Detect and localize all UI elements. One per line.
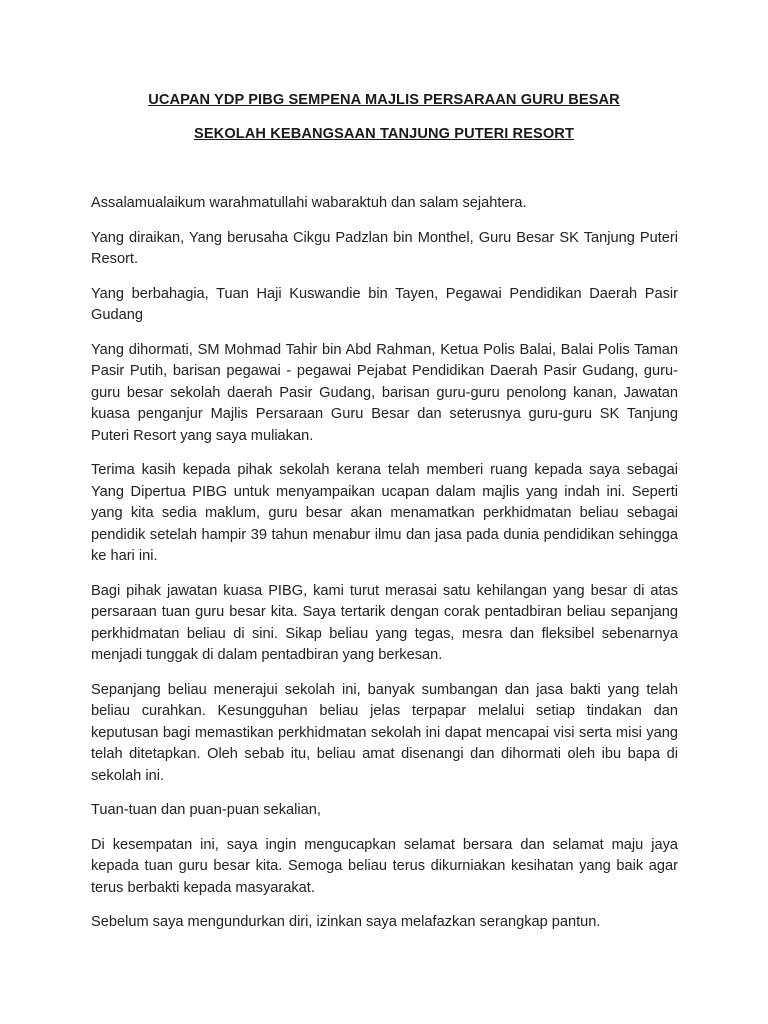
- paragraph-thanks: Terima kasih kepada pihak sekolah kerana telah memberi ruang kepada saya sebagai Yang Dipertua PIBG untuk menyampaikan ucapan dalam majlis yang indah ini. Seperti yang kita sedia maklum, guru besar akan menamatkan perkhidmatan beliau sebagai pendidik setelah hampir 39 tahun menabur ilmu dan jasa pada dunia pendidikan sehingga ke hari ini.: [91, 462, 678, 564]
- paragraph-honoree: Yang diraikan, Yang berusaha Cikgu Padzlan bin Monthel, Guru Besar SK Tanjung Puteri Resort.: [91, 229, 678, 267]
- paragraph-greeting: Assalamualaikum warahmatullahi wabaraktuh dan salam sejahtera.: [91, 195, 527, 211]
- paragraph-district-officer: Yang berbahagia, Tuan Haji Kuswandie bin Tayen, Pegawai Pendidikan Daerah Pasir Gudang: [91, 285, 678, 323]
- paragraph-dignitaries: Yang dihormati, SM Mohmad Tahir bin Abd Rahman, Ketua Polis Balai, Balai Polis Taman Pasir Putih, barisan pegawai - pegawai Pejabat Pendidikan Daerah Pasir Gudang, guru-guru besar sekolah daerah Pasir Gudang, barisan guru-guru penolong kanan, Jawatan kuasa penganjur Majlis Persaraan Guru Besar dan seterusnya guru-guru SK Tanjung Puteri Resort yang saya muliakan.: [91, 341, 678, 444]
- paragraph-address-audience: Tuan-tuan dan puan-puan sekalian,: [91, 802, 321, 818]
- paragraph-wishes: Di kesempatan ini, saya ingin mengucapkan selamat bersara dan selamat maju jaya kepada tuan guru besar kita. Semoga beliau terus dikurniakan kesihatan yang baik agar terus berbakti kepada masyarakat.: [91, 836, 678, 896]
- document-body: [91, 193, 678, 947]
- document-title-line-1: UCAPAN YDP PIBG SEMPENA MAJLIS PERSARAAN GURU BESAR: [148, 92, 620, 108]
- paragraph-closing: Sebelum saya mengundurkan diri, izinkan saya melafazkan serangkap pantun.: [91, 914, 601, 930]
- paragraph-pibg-loss: Bagi pihak jawatan kuasa PIBG, kami turut merasai satu kehilangan yang besar di atas persaraan tuan guru besar kita. Saya tertarik dengan corak pentadbiran beliau sepanjang perkhidmatan beliau di sini. Sikap beliau yang tegas, mesra dan fleksibel sebenarnya menjadi tunggak di dalam pentadbiran yang berkesan.: [91, 582, 678, 663]
- document-title-line-2: SEKOLAH KEBANGSAAN TANJUNG PUTERI RESORT: [194, 126, 574, 142]
- paragraph-contributions: Sepanjang beliau menerajui sekolah ini, banyak sumbangan dan jasa bakti yang telah beliau curahkan. Kesungguhan beliau jelas terpapar melalui setiap tindakan dan keputusan bagi memastikan perkhidmatan sekolah ini dapat mencapai visi serta misi yang telah ditetapkan. Oleh sebab itu, beliau amat disenangi dan dihormati oleh ibu bapa di sekolah ini.: [91, 681, 678, 784]
